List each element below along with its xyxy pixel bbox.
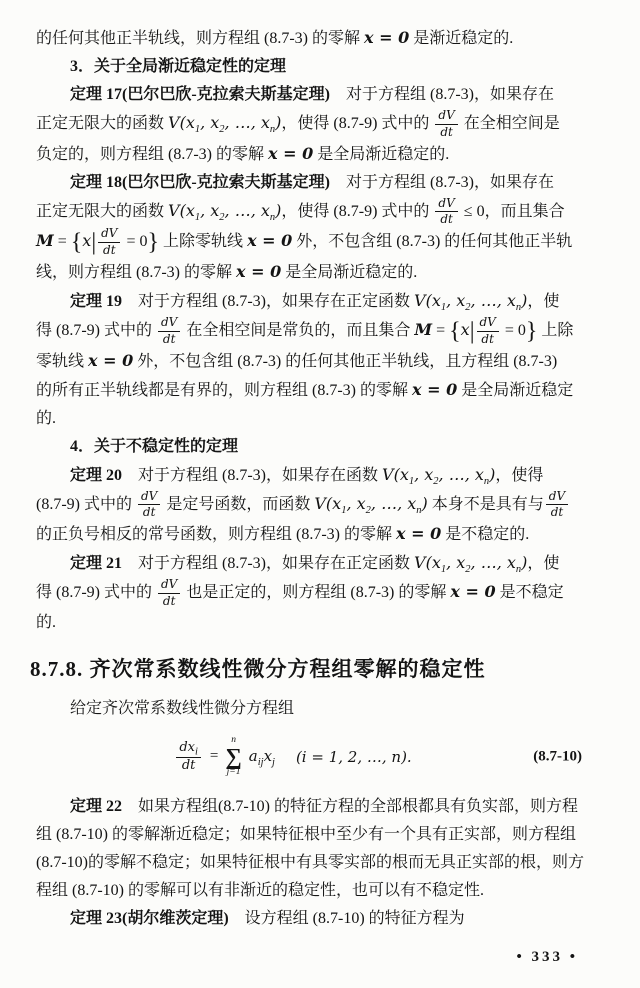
text-line xyxy=(36,849,610,877)
text-segment: 是全局渐近稳定的. xyxy=(281,263,418,281)
math-subscript: 2 xyxy=(219,124,225,136)
bold-text-segment: 定理 17(巴尔巴欣-克拉索夫斯基定理) xyxy=(70,86,330,103)
text-segment: 也是正定的，则方程组 (8.7-3) 的零解 xyxy=(182,584,451,602)
math-segment: ) xyxy=(275,113,282,132)
fraction-numerator: dV xyxy=(158,578,180,594)
text-segment: 是不稳定 xyxy=(495,584,564,602)
text-line xyxy=(36,609,610,637)
inline-fraction xyxy=(433,109,459,140)
text-segment: 是渐近稳定的. xyxy=(409,30,514,47)
fraction-numerator: dV xyxy=(435,109,457,125)
fraction-denominator: dt xyxy=(481,331,494,346)
text-segment: 上除零轨线 xyxy=(159,233,248,251)
text-segment: 得 (8.7-9) 式中的 xyxy=(36,321,156,339)
equation-fraction xyxy=(174,740,203,774)
big-delimiter: } xyxy=(147,229,160,256)
text-line xyxy=(36,821,610,849)
text-segment: ，使得 (8.7-9) 式中的 xyxy=(281,202,434,220)
text-segment: 正定无限大的函数 xyxy=(36,202,169,220)
fraction-denominator: dt xyxy=(162,593,176,608)
fraction-numerator: dV xyxy=(158,316,180,332)
big-delimiter: } xyxy=(525,318,538,345)
math-segment: x xyxy=(460,319,470,339)
text-line xyxy=(36,197,610,228)
text-segment: 对于方程组 (8.7-3)，如果存在函数 xyxy=(122,466,383,484)
text-segment: ，使得 xyxy=(495,466,544,484)
inline-fraction xyxy=(156,316,182,347)
text-segment: 程组 (8.7-10) 的零解可以有非渐近的稳定性，也可以有不稳定性. xyxy=(36,881,484,899)
math-subscript: 2 xyxy=(219,211,225,223)
equals-sign: = xyxy=(209,748,219,765)
math-segment: , …, x xyxy=(224,200,270,220)
math-subscript: n xyxy=(515,302,522,314)
page-number: • 333 • xyxy=(516,949,578,965)
text-segment: 正定无限大的函数 xyxy=(36,115,169,132)
text-segment: 在全相空间是 xyxy=(459,115,560,132)
text-segment: 在全相空间是常负的，而且集合 xyxy=(182,321,415,339)
bold-math-segment: x = 0 xyxy=(247,231,293,251)
text-segment: 得 (8.7-9) 式中的 xyxy=(36,584,156,602)
equation-8-7-10 xyxy=(36,731,610,783)
text-line xyxy=(36,793,610,821)
text-segment: 零轨线 xyxy=(36,352,89,370)
fraction-denominator: dt xyxy=(103,243,116,258)
text-segment: 负定的，则方程组 (8.7-3) 的零解 xyxy=(36,145,268,163)
inline-fraction xyxy=(544,490,570,521)
text-segment: (8.7-10)的零解不稳定；如果特征根中有具零实部的根而无具正实部的根，则方 xyxy=(36,853,584,871)
math-subscript: 1 xyxy=(408,475,415,487)
math-segment: ) xyxy=(521,290,528,310)
math-segment: ) xyxy=(421,493,428,513)
fraction-numerator: dV xyxy=(98,227,120,243)
bold-math-segment: x = 0 xyxy=(88,350,134,370)
equation-body xyxy=(36,731,550,783)
math-segment: , x xyxy=(346,493,366,513)
text-line xyxy=(36,461,610,490)
text-line xyxy=(36,53,610,81)
text-line xyxy=(36,433,610,461)
math-segment: V(x xyxy=(414,290,441,310)
fraction-denominator: dt xyxy=(440,212,453,227)
fraction-numerator: dV xyxy=(477,316,499,332)
inline-fraction xyxy=(96,227,122,258)
text-segment: 本身不是具有与 xyxy=(427,495,544,513)
big-delimiter: | xyxy=(469,318,475,345)
math-segment: , x xyxy=(414,464,434,484)
text-segment: ，使 xyxy=(527,555,560,573)
math-segment: x xyxy=(82,231,92,251)
math-subscript: 2 xyxy=(433,475,439,487)
math-subscript: 1 xyxy=(194,124,201,136)
bold-math-segment: x = 0 xyxy=(236,261,282,281)
text-segment: 上除 xyxy=(537,321,574,339)
math-segment: ) xyxy=(275,200,282,220)
text-segment: 的所有正半轨线都是有界的，则方程组 (8.7-3) 的零解 xyxy=(36,381,412,399)
bold-text-segment: 定理 18(巴尔巴欣-克拉索夫斯基定理) xyxy=(70,173,330,191)
inline-fraction xyxy=(475,316,501,347)
bold-text-segment: 3．关于全局渐近稳定性的定理 xyxy=(70,58,287,75)
math-subscript: 1 xyxy=(440,564,447,576)
text-segment: 的. xyxy=(36,613,57,631)
bold-math-segment: x = 0 xyxy=(396,524,442,544)
math-segment: , x xyxy=(200,113,220,132)
bold-text-segment: 4．关于不稳定性的定理 xyxy=(70,437,239,455)
text-segment: = xyxy=(432,321,450,339)
fraction-denominator: dt xyxy=(440,124,453,139)
inline-fraction xyxy=(433,197,459,228)
text-block-theorems-22-23 xyxy=(36,793,610,933)
text-line xyxy=(36,227,610,258)
text-line xyxy=(36,905,610,933)
equation-tag: (8.7-10) xyxy=(533,748,582,765)
math-subscript: n xyxy=(269,211,276,223)
text-segment: ，使得 (8.7-9) 式中的 xyxy=(281,115,434,132)
text-line xyxy=(36,81,610,109)
text-line xyxy=(36,695,610,723)
inline-fraction xyxy=(136,490,162,521)
text-line xyxy=(36,877,610,905)
math-subscript: 2 xyxy=(465,302,471,314)
math-segment: , x xyxy=(446,290,466,310)
fraction-denominator: dt xyxy=(162,331,176,346)
text-line xyxy=(36,549,610,578)
bold-text-segment: 定理 21 xyxy=(70,555,123,573)
inline-fraction xyxy=(156,578,182,609)
text-segment: 的正负号相反的常号函数，则方程组 (8.7-3) 的零解 xyxy=(36,526,396,544)
math-segment: , x xyxy=(446,553,466,573)
text-line xyxy=(36,169,610,197)
math-segment: , x xyxy=(200,200,220,220)
equation-term: $a_{ij}x_j$ xyxy=(248,747,275,769)
bold-math-segment: M xyxy=(414,319,433,339)
text-line xyxy=(36,140,610,169)
text-segment: 线，则方程组 (8.7-3) 的零解 xyxy=(36,263,236,281)
text-segment: 是定号函数，而函数 xyxy=(162,495,315,513)
text-segment: 的. xyxy=(36,409,57,427)
math-segment: V(x xyxy=(168,200,195,220)
math-segment: V(x xyxy=(414,553,441,573)
math-subscript: n xyxy=(515,564,522,576)
summation-symbol: n ∑ j=1 xyxy=(225,735,242,777)
fraction-denominator: dt xyxy=(181,757,196,773)
text-segment: 外，不包含组 (8.7-3) 的任何其他正半轨 xyxy=(292,233,573,251)
text-segment: 组 (8.7-10) 的零解渐近稳定；如果特征根中至少有一个具有正实部，则方程组 xyxy=(36,825,576,843)
bold-text-segment: 定理 19 xyxy=(70,292,123,310)
big-delimiter: { xyxy=(449,318,461,345)
text-line xyxy=(36,578,610,609)
text-line xyxy=(36,109,610,140)
text-line xyxy=(36,376,610,405)
bold-math-segment: M xyxy=(36,231,54,251)
text-segment: 给定齐次常系数线性微分方程组 xyxy=(70,699,295,717)
text-segment: 是全局渐近稳定 xyxy=(457,381,574,399)
math-segment: ) xyxy=(489,464,496,484)
math-subscript: 1 xyxy=(194,211,201,223)
text-segment: 对于方程组 (8.7-3)，如果存在 xyxy=(330,86,554,103)
bold-text-segment: 定理 22 xyxy=(70,797,123,815)
equation-condition: (i = 1, 2, …, n). xyxy=(295,747,412,766)
bold-math-segment: x = 0 xyxy=(268,143,314,163)
math-segment: , …, x xyxy=(470,553,516,573)
math-segment: , …, x xyxy=(370,493,417,513)
big-delimiter: | xyxy=(91,229,97,256)
math-segment: V(x xyxy=(382,464,409,484)
math-subscript: n xyxy=(416,504,422,516)
math-segment: V(x xyxy=(168,113,195,132)
bold-text-segment: 定理 20 xyxy=(70,466,123,484)
text-line xyxy=(36,347,610,376)
math-segment: V(x xyxy=(314,493,342,513)
math-subscript: 2 xyxy=(465,564,471,576)
math-subscript: 1 xyxy=(440,302,447,314)
text-line xyxy=(36,287,610,316)
text-segment: 是不稳定的. xyxy=(441,526,530,544)
text-segment: 设方程组 (8.7-10) 的特征方程为 xyxy=(228,909,465,927)
text-segment: 的任何其他正半轨线，则方程组 (8.7-3) 的零解 xyxy=(36,30,364,47)
text-block-theorems xyxy=(36,24,610,637)
math-segment: ) xyxy=(521,553,528,573)
text-segment: 外，不包含组 (8.7-3) 的任何其他正半轨线，且方程组 (8.7-3) xyxy=(133,352,558,370)
text-segment: 对于方程组 (8.7-3)，如果存在 xyxy=(330,173,554,191)
fraction-denominator: dt xyxy=(550,505,564,520)
bold-math-segment: x = 0 xyxy=(364,28,410,47)
text-line xyxy=(36,520,610,549)
text-line xyxy=(36,258,610,287)
math-subscript: 2 xyxy=(365,504,371,516)
text-segment: ，使 xyxy=(527,292,560,310)
fraction-numerator: $dx_i$ xyxy=(176,740,201,758)
text-line xyxy=(36,24,610,53)
math-subscript: n xyxy=(483,475,490,487)
math-segment: , …, x xyxy=(224,113,270,132)
text-line xyxy=(36,316,610,347)
text-segment: = 0 xyxy=(500,321,526,339)
math-subscript: n xyxy=(269,124,276,136)
bold-math-segment: x = 0 xyxy=(412,379,458,399)
text-line xyxy=(36,405,610,433)
fraction-denominator: dt xyxy=(142,505,156,520)
bold-math-segment: x = 0 xyxy=(450,582,496,602)
fraction-numerator: dV xyxy=(546,490,568,506)
text-segment: ≤ 0，而且集合 xyxy=(459,202,565,220)
text-segment: = 0 xyxy=(122,233,148,251)
big-delimiter: { xyxy=(70,229,83,256)
text-line xyxy=(36,490,610,521)
text-segment: 对于方程组 (8.7-3)，如果存在正定函数 xyxy=(122,555,415,573)
fraction-numerator: dV xyxy=(138,490,160,506)
text-block-intro xyxy=(36,695,610,723)
text-segment: = xyxy=(53,233,71,251)
math-segment: , …, x xyxy=(470,290,516,310)
math-segment: , …, x xyxy=(438,464,484,484)
fraction-numerator: dV xyxy=(435,197,457,213)
text-segment: 对于方程组 (8.7-3)，如果存在正定函数 xyxy=(122,292,415,310)
text-segment: (8.7-9) 式中的 xyxy=(36,495,136,513)
text-segment: 是全局渐近稳定的. xyxy=(313,145,450,163)
section-heading: 8.7.8. 齐次常系数线性微分方程组零解的稳定性 xyxy=(30,656,486,681)
math-subscript: 1 xyxy=(341,504,347,516)
bold-text-segment: 定理 23(胡尔维茨定理) xyxy=(70,909,229,927)
text-segment: 如果方程组(8.7-10) 的特征方程的全部根都具有负实部，则方程 xyxy=(122,797,579,815)
